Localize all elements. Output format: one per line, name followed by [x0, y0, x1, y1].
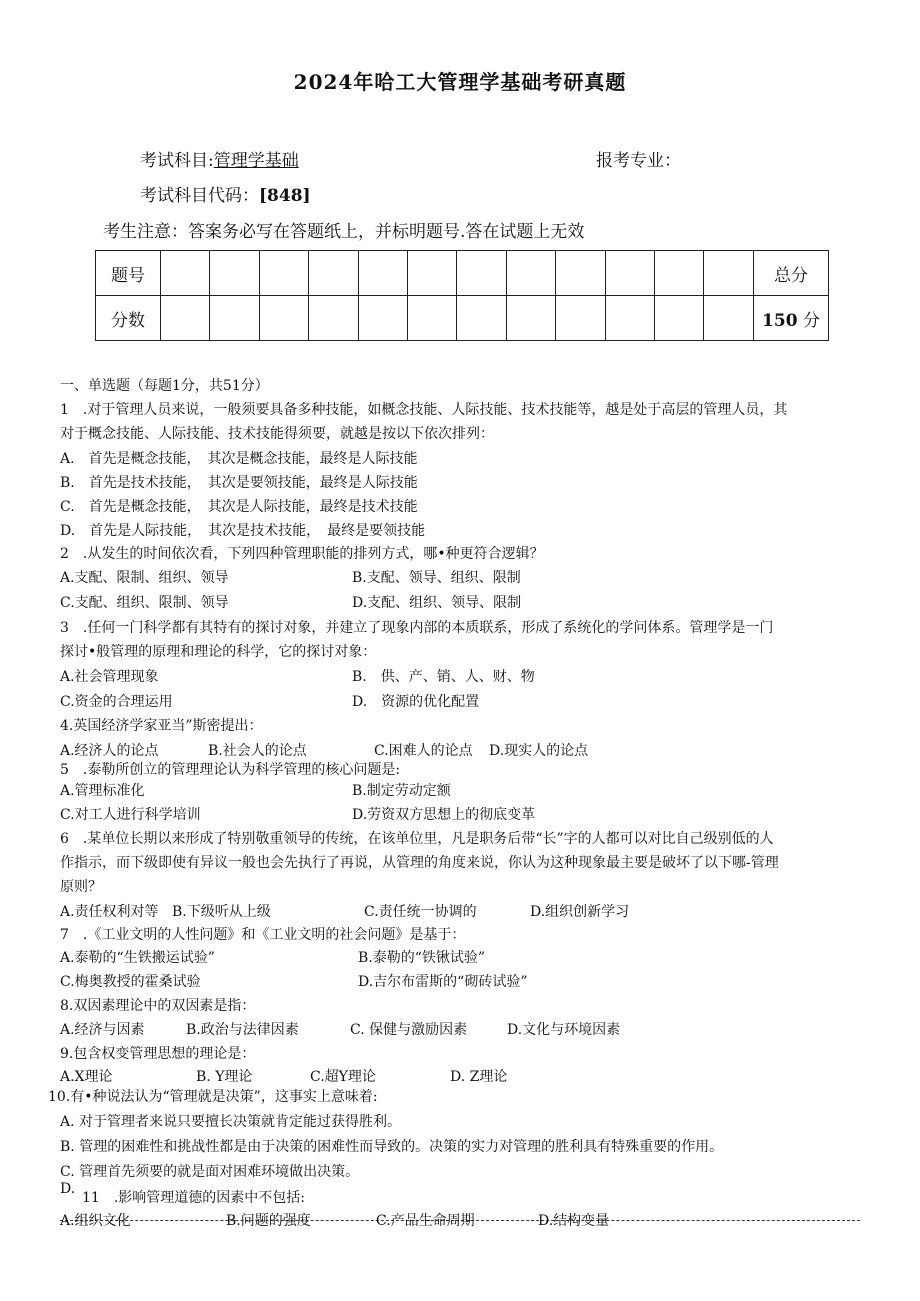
option: B.社会人的论点	[208, 743, 307, 759]
score-label: 分数	[96, 296, 161, 341]
option: B. 首先是技术技能， 其次是要领技能，最终是人际技能	[60, 475, 418, 491]
option: C.产品生命周期	[376, 1213, 475, 1229]
score-cell	[655, 296, 704, 341]
option: A.组织文化	[60, 1213, 131, 1229]
option: D.劳资双方思想上的彻底变革	[352, 807, 536, 823]
score-cell	[506, 296, 555, 341]
subject-row	[140, 146, 299, 171]
score-table	[95, 250, 829, 341]
option: D.结构变量	[538, 1213, 610, 1229]
question-1: 1 .对于管理人员来说，一般须要具备多种技能，如概念技能、人际技能、技术技能等，越是处于高层的管理人员，其	[60, 402, 788, 418]
option: D. 首先是人际技能， 其次是技术技能， 最终是要领技能	[60, 523, 426, 539]
option: B. 供、产、销、人、财、物	[352, 669, 535, 685]
option: A. 对于管理者来说只要擅长决策就肯定能过获得胜利。	[60, 1114, 402, 1130]
question-5: 5 .泰勒所创立的管理理论认为科学管理的核心问题是:	[60, 762, 401, 778]
option: C. 首先是概念技能， 其次是人际技能，最终是技术技能	[60, 499, 418, 515]
option: B.下级听从上级	[172, 904, 271, 920]
subject-label: 考试科目:	[140, 151, 214, 171]
option: D.现实人的论点	[489, 743, 589, 759]
total-score-unit: 分	[802, 310, 820, 331]
question-7: 7 .《工业文明的人性问题》和《工业文明的社会问题》是基于：	[60, 927, 466, 943]
option: B. Y理论	[196, 1069, 253, 1085]
score-cell	[259, 251, 308, 296]
score-cell	[210, 251, 259, 296]
option: C. 管理首先须要的就是面对困难环境做出决策。	[60, 1164, 360, 1180]
score-cell	[161, 296, 210, 341]
question-3: 3 .任何一门科学都有其特有的探讨对象，并建立了现象内部的本质联系，形成了系统化的学问体系。管理学是一门	[60, 620, 774, 636]
question-8: 8.双因素理论中的双因素是指：	[60, 998, 256, 1014]
score-cell	[309, 251, 358, 296]
option: A.泰勒的“生铁搬运试验”	[60, 950, 215, 966]
total-label: 总分	[754, 251, 829, 296]
option: A.管理标准化	[60, 783, 145, 799]
score-cell	[655, 251, 704, 296]
option: C.梅奥教授的霍桑试验	[60, 974, 201, 990]
question-1-cont: 对于概念技能、人际技能、技术技能得须要，就越是按以下依次排列：	[60, 426, 494, 442]
option: D. 资源的优化配置	[352, 694, 480, 710]
code-row	[140, 181, 311, 206]
question-11: 11 .影响管理道德的因素中不包括:	[82, 1190, 305, 1206]
page-title: 2024年哈工大管理学基础考研真题	[293, 70, 627, 94]
score-cell	[358, 251, 407, 296]
option: A.责任权利对等	[60, 904, 159, 920]
score-cell	[210, 296, 259, 341]
option: D.组织创新学习	[530, 904, 630, 920]
option: C.困难人的论点	[374, 743, 473, 759]
score-cell	[457, 251, 506, 296]
score-cell	[161, 251, 210, 296]
subject-value: 管理学基础	[213, 151, 299, 171]
score-cell	[506, 251, 555, 296]
score-cell	[358, 296, 407, 341]
option: C.超Y理论	[310, 1069, 376, 1085]
option: B.政治与法律因素	[186, 1022, 299, 1038]
exam-notice: 考生注意：答案务必写在答题纸上，并标明题号.答在试题上无效	[103, 222, 585, 242]
question-4: 4.英国经济学家亚当”斯密提出：	[60, 718, 263, 734]
option: A.支配、限制、组织、领导	[60, 570, 229, 586]
total-score	[754, 296, 829, 341]
code-value: [848]	[259, 186, 311, 206]
option: A.X理论	[60, 1069, 113, 1085]
option: A.社会管理现象	[60, 669, 159, 685]
option: B.泰勒的“铁锹试验”	[358, 950, 486, 966]
option: B.支配、领导、组织、限制	[352, 570, 521, 586]
option: C.责任统一协调的	[364, 904, 477, 920]
score-cell	[704, 251, 754, 296]
question-3-cont: 探讨•般管理的原理和理论的科学，它的探讨对象：	[60, 644, 377, 660]
option: A.经济与因素	[60, 1022, 145, 1038]
option: C.对工人进行科学培训	[60, 807, 201, 823]
option: D.文化与环境因素	[507, 1022, 621, 1038]
code-label: 考试科目代码：	[140, 186, 259, 206]
score-cell	[259, 296, 308, 341]
option: D.吉尔布雷斯的“砌砖试验”	[358, 974, 528, 990]
score-cell	[556, 251, 605, 296]
score-cell	[704, 296, 754, 341]
option: B.问题的强度	[226, 1213, 311, 1229]
option: D. Z理论	[450, 1069, 508, 1085]
question-6-cont: 作指示，而下级即使有异议一般也会先执行了再说，从管理的角度来说，你认为这种现象最主要是破坏了以下哪-管理	[60, 855, 779, 871]
score-cell	[605, 251, 654, 296]
option: D.支配、组织、领导、限制	[352, 595, 522, 611]
option: C.资金的合理运用	[60, 694, 173, 710]
option: B.制定劳动定额	[352, 783, 451, 799]
option: A.经济人的论点	[60, 743, 159, 759]
score-cell	[605, 296, 654, 341]
option: B. 管理的困难性和挑战性都是由于决策的困难性而导致的。决策的实力对管理的胜利具有特殊重要的作用。	[60, 1139, 724, 1155]
score-cell	[408, 296, 457, 341]
total-score-number: 150	[762, 310, 798, 331]
option: C. 保健与激励因素	[350, 1022, 468, 1038]
option: C.支配、组织、限制、领导	[60, 595, 229, 611]
major-label: 报考专业：	[596, 151, 681, 171]
score-cell	[457, 296, 506, 341]
question-10: 10.有•种说法认为“管理就是决策”，这事实上意味着:	[48, 1089, 378, 1105]
score-cell	[309, 296, 358, 341]
score-table-row	[96, 251, 829, 296]
question-2: 2 .从发生的时间依次看，下列四种管理职能的排列方式，哪•种更符合逻辑？	[60, 546, 544, 562]
question-6: 6 .某单位长期以来形成了特别敬重领导的传统，在该单位里，凡是职务后带“长”字的人都可以对比自己级别低的人	[60, 831, 774, 847]
question-6-cont: 原则？	[60, 879, 102, 895]
question-number-label: 题号	[96, 251, 161, 296]
score-cell	[556, 296, 605, 341]
question-9: 9.包含权变管理思想的理论是：	[60, 1046, 256, 1062]
option: D.	[60, 1181, 76, 1197]
option: A. 首先是概念技能， 其次是概念技能，最终是人际技能	[60, 451, 418, 467]
score-table-row	[96, 296, 829, 341]
section-heading: 一、单选题（每题1分，共51分）	[60, 378, 269, 394]
score-cell	[408, 251, 457, 296]
